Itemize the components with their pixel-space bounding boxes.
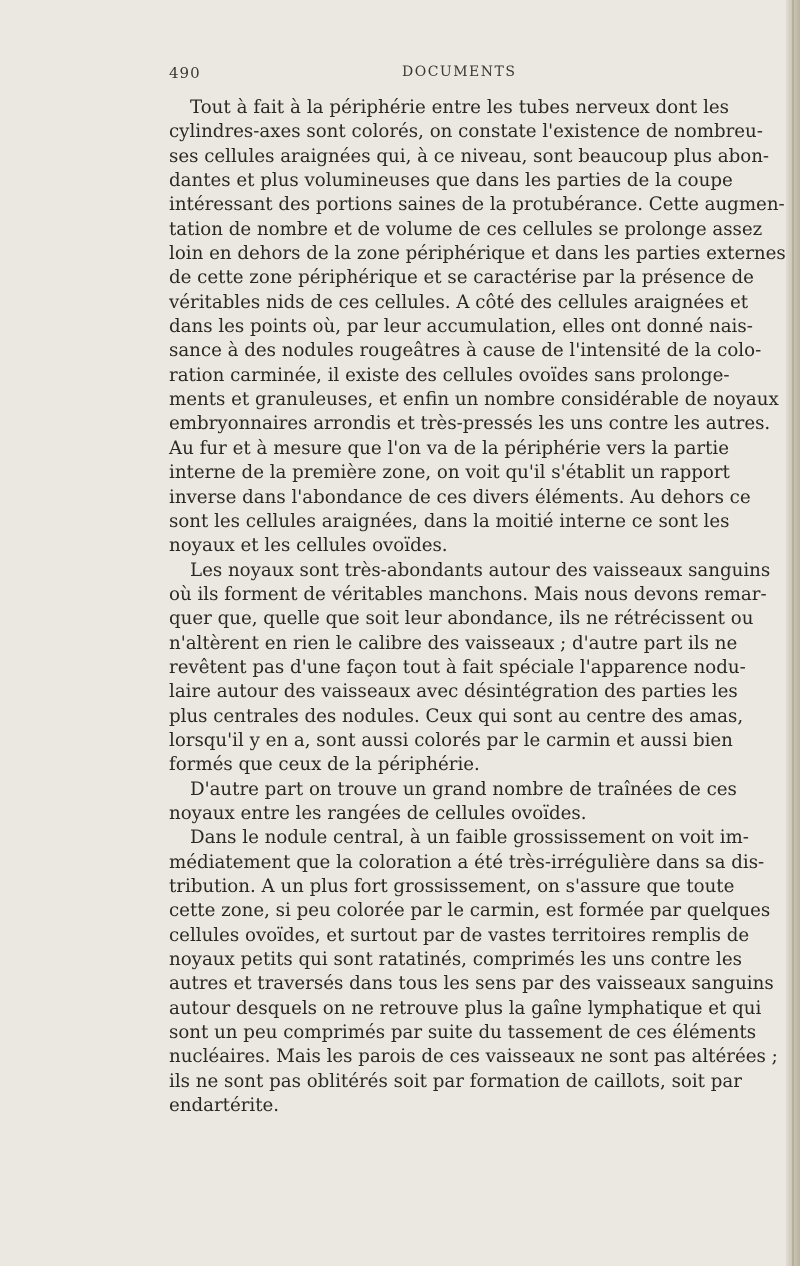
text-line: n'altèrent en rien le calibre des vaisseaux ; d'autre part ils ne — [169, 632, 738, 654]
text-line: nucléaires. Mais les parois de ces vaisseaux ne sont pas altérées ; — [169, 1046, 778, 1068]
text-line: sance à des nodules rougeâtres à cause de l'intensité de la colo- — [169, 340, 762, 362]
text-line: autour desquels on ne retrouve plus la gaîne lymphatique et qui — [169, 997, 762, 1019]
text-line: noyaux et les cellules ovoïdes. — [169, 535, 448, 557]
text-line: Tout à fait à la périphérie entre les tubes nerveux dont les — [190, 97, 729, 118]
text-line: revêtent pas d'une façon tout à fait spéciale l'apparence nodu- — [169, 656, 746, 678]
text-line: noyaux entre les rangées de cellules ovoïdes. — [169, 802, 587, 824]
text-line: interne de la première zone, on voit qu'il s'établit un rapport — [169, 462, 730, 484]
text-line: lorsqu'il y en a, sont aussi colorés par le carmin et aussi bien — [169, 729, 733, 751]
text-line: sont les cellules araignées, dans la moitié interne ce sont les — [169, 510, 730, 532]
text-line: inverse dans l'abondance de ces divers éléments. Au dehors ce — [169, 486, 751, 508]
text-line: Dans le nodule central, à un faible grossissement on voit im- — [190, 827, 749, 849]
page-binding-edge — [786, 0, 800, 1266]
running-head-title: DOCUMENTS — [402, 64, 517, 80]
text-line: sont un peu comprimés par suite du tassement de ces éléments — [169, 1022, 757, 1044]
text-line: intéressant des portions saines de la protubérance. Cette augmen- — [169, 194, 785, 216]
text-line: autres et traversés dans tous les sens par des vaisseaux sanguins — [169, 973, 774, 995]
text-line: formés que ceux de la périphérie. — [169, 754, 480, 776]
text-line: dantes et plus volumineuses que dans les parties de la coupe — [169, 170, 733, 192]
text-line: embryonnaires arrondis et très-pressés les uns contre les autres. — [169, 413, 771, 435]
text-line: ration carminée, il existe des cellules ovoïdes sans prolonge- — [169, 364, 730, 386]
text-line: ments et granuleuses, et enfin un nombre considérable de noyaux — [169, 389, 779, 411]
paragraph — [169, 96, 786, 559]
running-head — [169, 64, 729, 84]
text-line: tation de nombre et de volume de ces cellules se prolonge assez — [169, 218, 763, 240]
paragraph — [169, 559, 771, 778]
paragraph — [169, 826, 778, 1118]
text-line: laire autour des vaisseaux avec désintégration des parties les — [169, 681, 738, 703]
text-line: noyaux petits qui sont ratatinés, comprimés les uns contre les — [169, 949, 742, 971]
text-line: où ils forment de véritables manchons. Mais nous devons remar- — [169, 583, 767, 605]
body-text — [169, 96, 786, 1118]
text-line: endartérite. — [169, 1095, 280, 1117]
text-line: tribution. A un plus fort grossissement, on s'assure que toute — [169, 876, 735, 897]
text-line: médiatement que la coloration a été très-irrégulière dans sa dis- — [169, 851, 765, 873]
text-line: ils ne sont pas oblitérés soit par formation de caillots, soit par — [169, 1070, 742, 1092]
paragraph — [169, 778, 737, 827]
text-line: cette zone, si peu colorée par le carmin, est formée par quelques — [169, 900, 771, 922]
text-line: plus centrales des nodules. Ceux qui sont au centre des amas, — [169, 705, 744, 727]
text-line: véritables nids de ces cellules. A côté des cellules araignées et — [169, 291, 749, 313]
text-line: quer que, quelle que soit leur abondance, ils ne rétrécissent ou — [169, 608, 754, 630]
text-line: Les noyaux sont très-abondants autour des vaisseaux sanguins — [190, 559, 771, 581]
text-line: cylindres-axes sont colorés, on constate l'existence de nombreu- — [169, 121, 763, 143]
text-line: D'autre part on trouve un grand nombre de traînées de ces — [190, 778, 737, 800]
text-line: dans les points où, par leur accumulation, elles ont donné nais- — [169, 316, 753, 338]
text-line: loin en dehors de la zone périphérique et dans les parties externes — [169, 243, 786, 265]
page-number: 490 — [169, 64, 201, 82]
text-line: de cette zone périphérique et se caractérise par la présence de — [169, 267, 754, 289]
text-line: Au fur et à mesure que l'on va de la périphérie vers la partie — [169, 437, 729, 459]
text-line: cellules ovoïdes, et surtout par de vastes territoires remplis de — [169, 924, 750, 946]
text-line: ses cellules araignées qui, à ce niveau, sont beaucoup plus abon- — [169, 145, 770, 167]
